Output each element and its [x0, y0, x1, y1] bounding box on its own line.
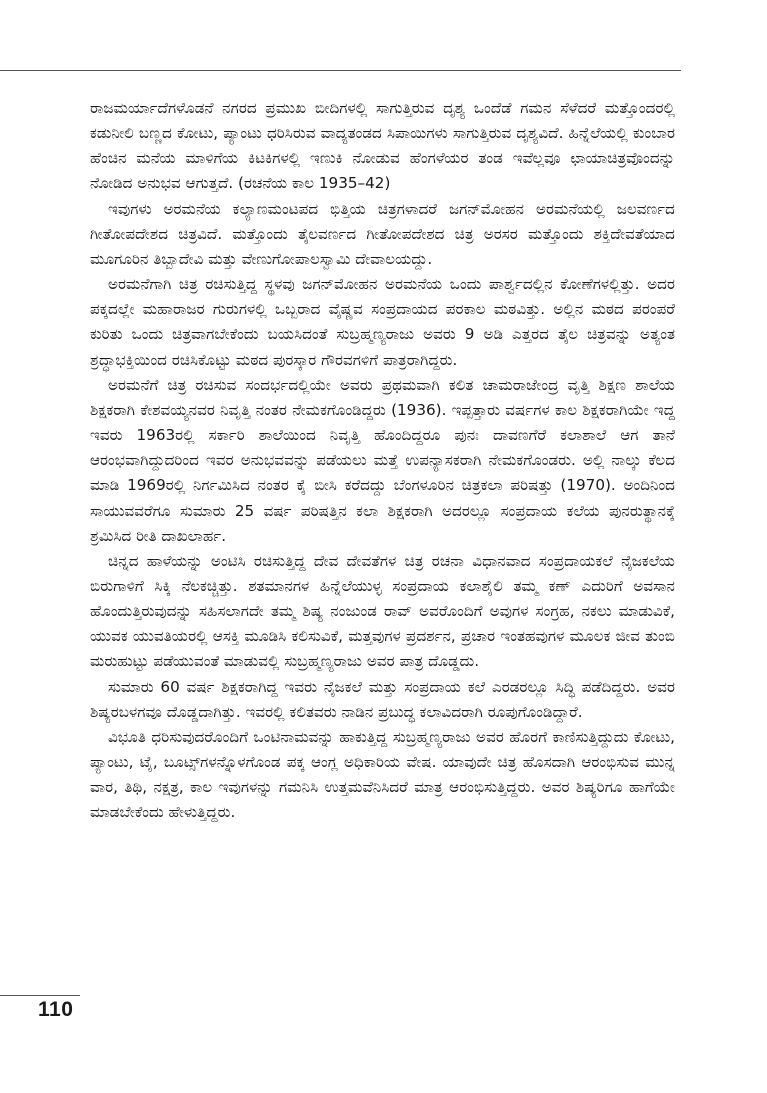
- paragraph: ಅರಮನೆಗೆ ಚಿತ್ರ ರಚಿಸುವ ಸಂದರ್ಭದಲ್ಲಿಯೇ ಅವರು ಪ್ರಥಮವಾಗಿ ಕಲಿತ ಚಾಮರಾಜೇಂದ್ರ ವೃತ್ತಿ ಶಿಕ್ಷಣ ಶಾಲೆಯ ಶಿಕ್ಷಕರಾಗಿ ಕೇಶವಯ್ಯನವರ ನಿವೃತ್ತಿ ನಂತರ ನೇಮಕಗೊಂಡಿದ್ದರು (1936). ಇಪ್ಪತ್ತಾರು ವರ್ಷಗಳ ಕಾಲ ಶಿಕ್ಷಕರಾಗಿಯೇ ಇದ್ದ ಇವರು 1963ರಲ್ಲಿ ಸರ್ಕಾರಿ ಶಾಲೆಯಿಂದ ನಿವೃತ್ತಿ ಹೊಂದಿದ್ದರೂ ಪುನಃ ದಾವಣಗೆರೆ ಕಲಾಶಾಲೆ ಆಗ ತಾನೆ ಆರಂಭವಾಗಿದ್ದುದರಿಂದ ಇವರ ಅನುಭವವನ್ನು ಪಡೆಯಲು ಮತ್ತೆ ಉಪನ್ಯಾಸಕರಾಗಿ ನೇಮಕಗೊಂಡರು. ಅಲ್ಲಿ ನಾಲ್ಕು ಕೆಲದ ಮಾಡಿ 1969ರಲ್ಲಿ ನಿರ್ಗಮಿಸಿದ ನಂತರ ಕೈ ಬೀಸಿ ಕರೆದದ್ದು ಬೆಂಗಳೂರಿನ ಚಿತ್ರಕಲಾ ಪರಿಷತ್ತು (1970). ಅಂದಿನಿಂದ ಸಾಯುವವರೆಗೂ ಸುಮಾರು 25 ವರ್ಷ ಪರಿಷತ್ತಿನ ಕಲಾ ಶಿಕ್ಷಕರಾಗಿ ಅದರಲ್ಲೂ ಸಂಪ್ರದಾಯ ಕಲೆಯ ಪುನರುತ್ಥಾನಕ್ಕೆ ಶ್ರಮಿಸಿದ ರೀತಿ ದಾಖಲಾರ್ಹ.: [90, 375, 675, 545]
- paragraph: ಸುಮಾರು 60 ವರ್ಷ ಶಿಕ್ಷಕರಾಗಿದ್ದ ಇವರು ನೈಜಕಲೆ ಮತ್ತು ಸಂಪ್ರದಾಯ ಕಲೆ ಎರಡರಲ್ಲೂ ಸಿದ್ಧಿ ಪಡೆದಿದ್ದರು. ಅವರ ಶಿಷ್ಯರಬಳಗವೂ ದೊಡ್ಡದಾಗಿತ್ತು. ಇವರಲ್ಲಿ ಕಲಿತವರು ನಾಡಿನ ಪ್ರಬುದ್ಧ ಕಲಾವಿದರಾಗಿ ರೂಪುಗೊಂಡಿದ್ದಾರೆ.: [90, 677, 675, 721]
- paragraph: ಇವುಗಳು ಅರಮನೆಯ ಕಲ್ಯಾಣಮಂಟಪದ ಭಿತ್ತಿಯ ಚಿತ್ರಗಳಾದರೆ ಜಗನ್‌ಮೋಹನ ಅರಮನೆಯಲ್ಲಿ ಜಲವರ್ಣದ ಗೀತೋಪದೇಶದ ಚಿತ್ರವಿದೆ. ಮತ್ತೊಂದು ತೈಲವರ್ಣದ ಗೀತೋಪದೇಶದ ಚಿತ್ರ ಅರಸರ ಮತ್ತೊಂದು ಶಕ್ತಿದೇವತೆಯಾದ ಮೂಗೂರಿನ ತಿಬ್ಬಾದೇವಿ ಮತ್ತು ವೇಣುಗೋಪಾಲಸ್ವಾಮಿ ದೇವಾಲಯದ್ದು.: [90, 199, 675, 268]
- paragraph: ವಿಭೂತಿ ಧರಿಸುವುದರೊಂದಿಗೆ ಒಂಟಿನಾಮವನ್ನು ಹಾಕುತ್ತಿದ್ದ ಸುಬ್ರಹ್ಮಣ್ಯರಾಜು ಅವರ ಹೊರಗೆ ಕಾಣಿಸುತ್ತಿದ್ದುದು ಕೋಟು, ಪ್ಯಾಂಟು, ಟೈ, ಬೂಟ್ಸ್‌ಗಳನ್ನೊಳಗೊಂಡ ಪಕ್ಕ ಆಂಗ್ಲ ಅಧಿಕಾರಿಯ ವೇಷ. ಯಾವುದೇ ಚಿತ್ರ ಹೊಸದಾಗಿ ಆರಂಭಿಸುವ ಮುನ್ನ ವಾರ, ತಿಥಿ, ನಕ್ಷತ್ರ, ಕಾಲ ಇವುಗಳನ್ನು ಗಮನಿಸಿ ಉತ್ತಮವೆನಿಸಿದರೆ ಮಾತ್ರ ಆರಂಭಿಸುತ್ತಿದ್ದರು. ಅವರ ಶಿಷ್ಯರಿಗೂ ಹಾಗೆಯೇ ಮಾಡಬೇಕೆಂದು ಹೇಳುತ್ತಿದ್ದರು.: [90, 727, 675, 822]
- paragraph: ಅರಮನೆಗಾಗಿ ಚಿತ್ರ ರಚಿಸುತ್ತಿದ್ದ ಸ್ಥಳವು ಜಗನ್‌ಮೋಹನ ಅರಮನೆಯ ಒಂದು ಪಾರ್ಶ್ವದಲ್ಲಿನ ಕೋಣೆಗಳಲ್ಲಿತ್ತು. ಅದರ ಪಕ್ಕದಲ್ಲೇ ಮಹಾರಾಜರ ಗುರುಗಳಲ್ಲಿ ಒಬ್ಬರಾದ ವೈಷ್ಣವ ಸಂಪ್ರದಾಯದ ಪರಕಾಲ ಮಠವಿತ್ತು. ಅಲ್ಲಿನ ಮಠದ ಪರಂಪರೆ ಕುರಿತು ಒಂದು ಚಿತ್ರವಾಗಬೇಕೆಂದು ಬಯಸಿದಂತೆ ಸುಬ್ರಹ್ಮಣ್ಯರಾಜು ಅವರು 9 ಅಡಿ ಎತ್ತರದ ತೈಲ ಚಿತ್ರವನ್ನು ಅತ್ಯಂತ ಶ್ರದ್ಧಾಭಕ್ತಿಯಿಂದ ರಚಿಸಿಕೊಟ್ಟು ಮಠದ ಪುರಸ್ಕಾರ ಗೌರವಗಳಿಗೆ ಪಾತ್ರರಾಗಿದ್ದರು.: [90, 275, 675, 369]
- paragraph: ರಾಜಮರ್ಯಾದೆಗಳೊಡನೆ ನಗರದ ಪ್ರಮುಖ ಬೀದಿಗಳಲ್ಲಿ ಸಾಗುತ್ತಿರುವ ದೃಶ್ಯ ಒಂದೆಡೆ ಗಮನ ಸೆಳೆದರೆ ಮತ್ತೊಂದರಲ್ಲಿ ಕಡುನೀಲಿ ಬಣ್ಣದ ಕೋಟು, ಪ್ಯಾಂಟು ಧರಿಸಿರುವ ವಾದ್ಯತಂಡದ ಸಿಪಾಯಿಗಳು ಸಾಗುತ್ತಿರುವ ದೃಶ್ಯವಿದೆ. ಹಿನ್ನೆಲೆಯಲ್ಲಿ ಕುಂಬಾರ ಹೆಂಚಿನ ಮನೆಯ ಮಾಳಿಗೆಯ ಕಿಟಕಿಗಳಲ್ಲಿ ಇಣುಕಿ ನೋಡುವ ಹೆಂಗಳೆಯರ ತಂಡ ಇವೆಲ್ಲವೂ ಛಾಯಾಚಿತ್ರವೊಂದನ್ನು ನೋಡಿದ ಅನುಭವ ಆಗುತ್ತದೆ. (ರಚನೆಯ ಕಾಲ 1935–42): [90, 99, 675, 193]
- header-rule: [0, 70, 681, 71]
- body-text: [90, 96, 675, 826]
- paragraph: ಚಿನ್ನದ ಹಾಳೆಯನ್ನು ಅಂಟಿಸಿ ರಚಿಸುತ್ತಿದ್ದ ದೇವ ದೇವತೆಗಳ ಚಿತ್ರ ರಚನಾ ವಿಧಾನವಾದ ಸಂಪ್ರದಾಯಕಲೆ ನೈಜಕಲೆಯ ಬಿರುಗಾಳಿಗೆ ಸಿಕ್ಕಿ ನೆಲಕಚ್ಚಿತ್ತು. ಶತಮಾನಗಳ ಹಿನ್ನೆಲೆಯುಳ್ಳ ಸಂಪ್ರದಾಯ ಕಲಾಶೈಲಿ ತಮ್ಮ ಕಣ್ ಎದುರಿಗೆ ಅವಸಾನ ಹೊಂದುತ್ತಿರುವುದನ್ನು ಸಹಿಸಲಾಗದೇ ತಮ್ಮ ಶಿಷ್ಯ ನಂಜುಂಡ ರಾವ್ ಅವರೊಂದಿಗೆ ಅವುಗಳ ಸಂಗ್ರಹ, ನಕಲು ಮಾಡುವಿಕೆ, ಯುವಕ ಯುವತಿಯರಲ್ಲಿ ಆಸಕ್ತಿ ಮೂಡಿಸಿ ಕಲಿಸುವಿಕೆ, ಮತ್ತವುಗಳ ಪ್ರದರ್ಶನ, ಪ್ರಚಾರ ಇಂತಹವುಗಳ ಮೂಲಕ ಜೀವ ತುಂಬಿ ಮರುಹುಟ್ಟು ಪಡೆಯುವಂತೆ ಮಾಡುವಲ್ಲಿ ಸುಬ್ರಹ್ಮಣ್ಯರಾಜು ಅವರ ಪಾತ್ರ ದೊಡ್ಡದು.: [90, 551, 675, 671]
- footer-rule: [0, 995, 80, 996]
- page-number: 110: [38, 998, 74, 1021]
